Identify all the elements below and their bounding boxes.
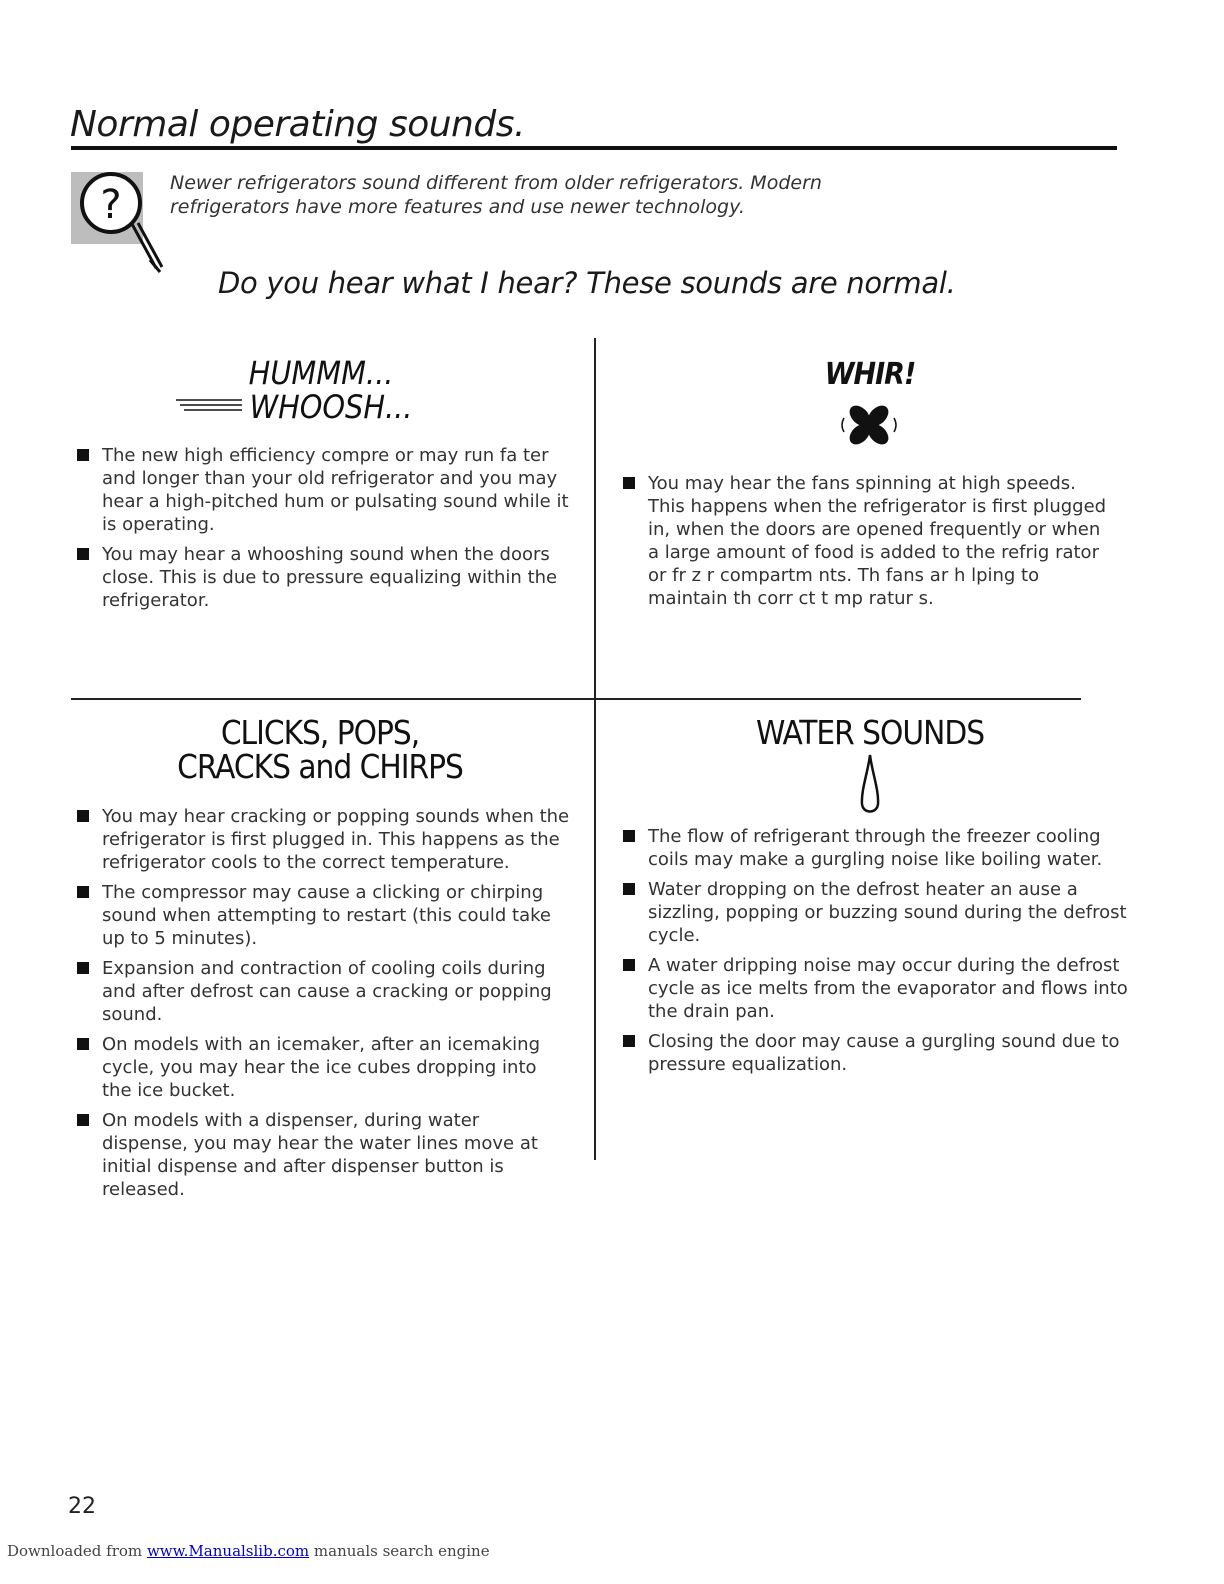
list-item: You may hear a whooshing sound when the doors close. This is due to pressure equalizing within the refrigerator. xyxy=(70,543,570,612)
hum-bullet-list xyxy=(70,444,570,619)
list-item: The new high efficiency compre or may run fa ter and longer than your old refrigerator and you may hear a high-pitched hum or pulsating sound while it is operating. xyxy=(70,444,570,536)
list-item: On models with an icemaker, after an icemaking cycle, you may hear the ice cubes dropping into the ice bucket. xyxy=(70,1033,570,1102)
list-item: You may hear the fans spinning at high speeds. This happens when the refrigerator is first plugged in, when the doors are opened frequently or when a large amount of food is added to the refrig rator or fr z r compartm nts. Th fans ar h lping to maintain th corr ct t mp ratur s. xyxy=(616,472,1116,610)
fan-icon xyxy=(838,398,900,452)
title-rule xyxy=(71,146,1117,150)
divider-vertical-bottom xyxy=(594,700,596,1160)
hum-heading-line1: HUMMM... xyxy=(248,354,394,392)
whir-bullet-list xyxy=(616,472,1116,617)
list-item: The compressor may cause a clicking or chirping sound when attempting to restart (this could take up to 5 minutes). xyxy=(70,881,570,950)
water-bullet-list xyxy=(616,825,1136,1083)
clicks-heading xyxy=(120,713,520,786)
footer-suffix: manuals search engine xyxy=(313,1542,490,1560)
list-item: Closing the door may cause a gurgling sound due to pressure equalization. xyxy=(616,1030,1136,1076)
water-heading: WATER SOUNDS xyxy=(755,713,985,752)
motion-lines-icon xyxy=(174,396,244,414)
page-title: Normal operating sounds. xyxy=(70,104,525,145)
footer-prefix: Downloaded from xyxy=(7,1542,143,1560)
list-item: You may hear cracking or popping sounds when the refrigerator is first plugged in. This happens as the refrigerator cools to the correct temperature. xyxy=(70,805,570,874)
section-subtitle: Do you hear what I hear? These sounds are normal. xyxy=(218,266,956,300)
hum-heading-line2: WHOOSH... xyxy=(249,388,413,426)
page-number: 22 xyxy=(68,1494,96,1519)
download-footer xyxy=(7,1542,490,1560)
question-magnifier-icon xyxy=(70,168,168,278)
list-item: A water dripping noise may occur during the defrost cycle as ice melts from the evaporator and flows into the drain pan. xyxy=(616,954,1136,1023)
clicks-bullet-list xyxy=(70,805,570,1208)
list-item: On models with a dispenser, during water dispense, you may hear the water lines move at initial dispense and after dispenser button is released. xyxy=(70,1109,570,1201)
list-item: Expansion and contraction of cooling coils during and after defrost can cause a cracking or popping sound. xyxy=(70,957,570,1026)
whir-heading: WHIR! xyxy=(824,357,916,392)
clicks-heading-line1: CLICKS, POPS, xyxy=(220,713,420,752)
water-drop-icon xyxy=(858,752,882,818)
svg-text:?: ? xyxy=(100,182,122,228)
list-item: The flow of refrigerant through the freezer cooling coils may make a gurgling noise like boiling water. xyxy=(616,825,1136,871)
clicks-heading-line2: CRACKS and CHIRPS xyxy=(177,747,463,786)
list-item: Water dropping on the defrost heater an ause a sizzling, popping or buzzing sound during the defrost cycle. xyxy=(616,878,1136,947)
divider-horizontal xyxy=(71,698,1081,700)
manualslib-link[interactable]: www.Manualslib.com xyxy=(146,1542,310,1560)
divider-vertical-top xyxy=(594,338,596,700)
intro-text: Newer refrigerators sound different from older refrigerators. Modern refrigerators have more features and use newer technology. xyxy=(170,172,822,218)
